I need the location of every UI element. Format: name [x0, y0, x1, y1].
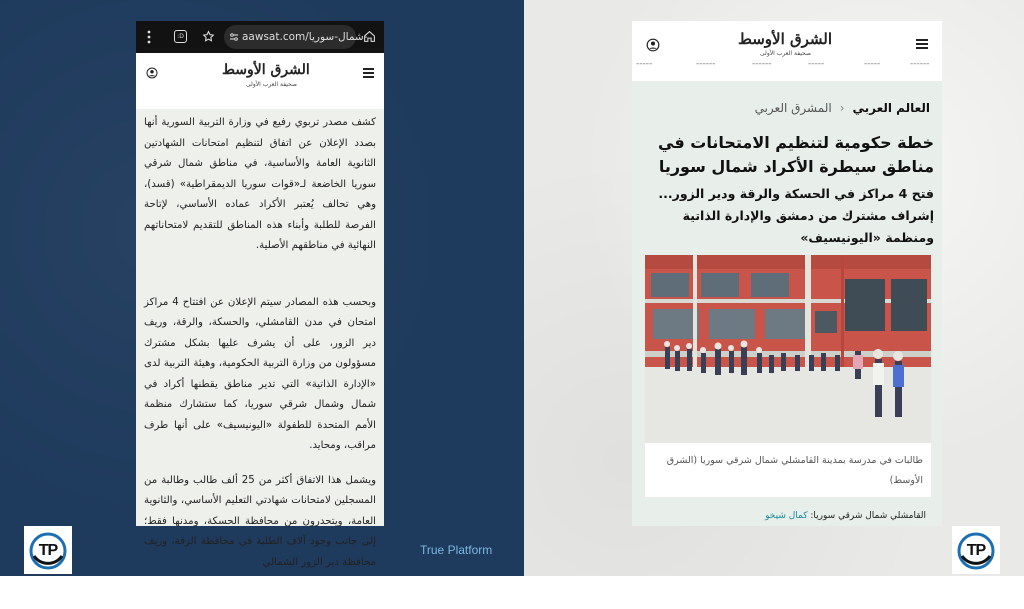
breadcrumb-subsection[interactable]: المشرق العربي — [754, 101, 832, 115]
site-header — [632, 21, 942, 65]
mobile-screenshot-right — [632, 21, 942, 526]
browser-toolbar — [136, 21, 384, 53]
brand-caption: True Platform — [420, 543, 493, 557]
tp-logo-left — [24, 526, 72, 574]
tp-logo-text: TP — [966, 542, 986, 559]
article-paragraph: وبحسب هذه المصادر سيتم الإعلان عن افتتاح 4 مراكز امتحان في مدن القامشلي، والحسكة، والرقة، وريف دير الزور، على أن يشرف عليها بشكل مشترك مسؤولون من وزارة التربية الحكومية، وهيئة التربية لدى «الإدارة الذاتية» التي تدير مناطق يقطنها أكراد في شمال وشمال شرقي سوريا، كما ستشارك منظمة الأمم المتحدة للطفولة «اليونيسيف» على أنها طرف مراقب، ومحايد. — [144, 296, 376, 451]
site-tagline: صحيفة العرب الأولى — [246, 81, 298, 88]
photo-caption-box — [645, 443, 931, 497]
star-icon[interactable] — [202, 30, 215, 43]
article-headline: خطة حكومية لتنظيم الامتحانات في مناطق سيطرة الأكراد شمال سوريا — [658, 133, 934, 176]
site-logo[interactable]: الشرق الأوسط — [222, 62, 310, 78]
byline — [765, 511, 926, 521]
breadcrumb — [755, 101, 930, 115]
user-icon[interactable] — [646, 38, 660, 52]
article-photo — [645, 255, 931, 443]
menu-icon[interactable] — [363, 68, 374, 78]
tabs-icon[interactable] — [174, 30, 187, 43]
url-text: aawsat.com/شمال-سوريا- — [242, 31, 368, 43]
chevron-left-icon: ‹ — [839, 101, 845, 115]
site-tagline: صحيفة العرب الأولى — [760, 50, 812, 57]
site-logo[interactable]: الشرق الأوسط — [738, 30, 833, 48]
photo-caption: طالبات في مدرسة بمدينة القامشلي شمال شرقي سوريا (الشرق الأوسط) — [666, 455, 923, 486]
tp-logo-text: TP — [38, 542, 58, 559]
article-subheadline: فتح 4 مراكز في الحسكة والرقة ودير الزور... إشراف مشترك من دمشق والإدارة الذاتية ومنظمة «اليونيسيف» — [658, 186, 934, 245]
article-paragraph: كشف مصدر تربوي رفيع في وزارة التربية السورية أنها بصدد الإعلان عن اتفاق لتنظيم امتحانات الشهادتين الثانوية العامة والأساسية، في مناطق شمال شرقي سوريا الخاضعة لـ«قوات سوريا الديمقراطية» (قسد)، وهي تحالف يُعتبر الأكراد عماده الأساسي، لإتاحة الفرصة للطلبة وأبناء هذه المناطق للتقديم لامتحاناتهم النهائية في مناطقهم الأصلية. — [144, 117, 376, 251]
byline-location: القامشلي شمال شرقي سوريا: — [810, 511, 926, 521]
section-nav[interactable]: ----- ------ ------ ----- ----- ------ — [632, 65, 942, 81]
tp-logo-right — [952, 526, 1000, 574]
user-icon[interactable] — [146, 67, 158, 79]
menu-icon[interactable] — [916, 39, 928, 49]
tab-count: :D — [177, 33, 184, 40]
site-info-icon[interactable] — [229, 32, 239, 42]
byline-author[interactable]: كمال شيخو — [765, 511, 808, 521]
site-header — [136, 53, 384, 109]
breadcrumb-section[interactable]: العالم العربي — [852, 101, 930, 115]
article-body — [144, 113, 376, 609]
mobile-screenshot-left — [136, 21, 384, 568]
article-paragraph: ويشمل هذا الاتفاق أكثر من 25 ألف طالب وطالبة من المسجلين لامتحانات شهادتي التعليم الأساسي، والثانوية العامة، ويتحدرون من محافظة الحسكة، ومدنها فقط؛ إلى جانب وجود آلاف الطلبة في محافظة الرقة، وريف محافظة دير الزور الشمالي — [144, 474, 376, 568]
more-vert-icon[interactable] — [146, 30, 152, 44]
home-icon[interactable] — [363, 30, 376, 43]
